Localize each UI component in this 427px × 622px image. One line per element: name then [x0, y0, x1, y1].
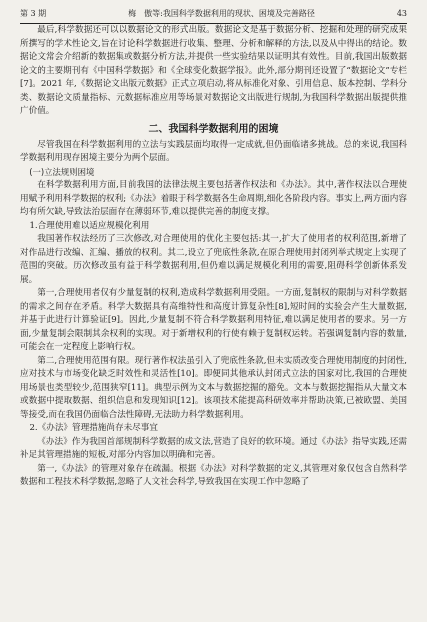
- item2-paragraph: 《办法》作为我国首部规制科学数据的成文法,营造了良好的软环境。通过《办法》指导实践,还需补足其管理措施的短板,对部分内容加以明确和完善。: [20, 436, 407, 460]
- item1-paragraph: 第二,合理使用范围有限。现行著作权法虽引入了兜底性条款,但未实质改变合理使用制度的封闭性,应对技术与市场变化缺乏时效性和灵活性[10]。即便同其他承认封闭式立法的国家对比,我国的合理使用场景也类型较少,范围狭窄[11]。典型示例为文本与数据挖掘的豁免。文本与数据挖掘指从大量文本或数据中提取数据、组织信息和发现知识[12]。该项技术能提高科研效率并帮助决策,已被欧盟、美国等接受,而在我国仍面临合法性障碍,无法助力科学数据利用。: [20, 355, 407, 420]
- paragraph-data-paper: 最后,科学数据还可以以数据论文的形式出版。数据论文是基于数据分析、挖掘和处理的研究成果所撰写的学术性论文,旨在讨论科学数据进行收集、整理、分析和解释的方法,以及从中得出的结论。数据论文常会介绍新的数据集或数据分析方法,并提供一些实验结果以证明其有效性。目前,我国出版数据论文的主要期刊有《中国科学数据》和《全球变化数据学报》。此外,部分期刊还设置了“数据论文”专栏[7]。2021 年,《数据论文出版元数据》正式立项启动,将从标准化对象、引用信息、版本控制、学科分类、数据论文质量指标、元数据标准应用等场景对数据论文出版进行规制,为我国科学数据出版提供推广价值。: [20, 25, 407, 116]
- section-title: 二、我国科学数据利用的困境: [148, 123, 279, 135]
- item1-paragraph: 第一,合理使用者仅有少量复制的权利,造成科学数据利用受阻。一方面,复制权的限制与对科学数据的需求之间存在矛盾。科学大数据具有高维特性和高度计算复杂性[8],短时间的实验会产生大量数据,并基于此进行计算验证[9]。因此,少量复制不符合科学数据利用特征,难以满足使用者的要求。另一方面,少量复制会限制其余权利的实现。对于新增权利的行使有赖于复制权运转。若强调复制内容的数量,可能会在一定程度上影响行权。: [20, 288, 407, 352]
- item2-heading: 2.《办法》管理措施尚存未尽事宜: [29, 423, 158, 433]
- running-title: 梅 傲等:我国科学数据利用的现状、困境及完善路径: [128, 9, 315, 18]
- item1-paragraph: 我国著作权法经历了三次修改,对合理使用的优化主要包括:其一,扩大了使用者的权利范围,新增了对作品进行改编、汇编、播放的权利。其二,设立了兜底性条款,在原合理使用封闭列举式规定上实现了范围的突破。历次修改虽有益于科学数据利用,但仍难以满足规模化利用的需要,阻碍科学创新体系发展。: [20, 234, 407, 285]
- item1-heading: 1.合理使用难以适应规模化利用: [29, 220, 150, 231]
- page-number: 43: [396, 9, 407, 18]
- running-header: [20, 8, 407, 24]
- subsection-lead-paragraph: 在科学数据利用方面,目前我国的法律法规主要包括著作权法和《办法》。其中,著作权法以合理使用赋予利用科学数据的权利;《办法》着眼于科学数据各生命周期,细化各阶段内容。事实上,两方面内容均有所欠缺,导致法治层面存在薄弱环节,难以提供完善的制度支撑。: [20, 180, 407, 217]
- issue-number: 第 3 期: [20, 9, 47, 18]
- section-lead-paragraph: 尽管我国在科学数据利用的立法与实践层面均取得一定成就,但仍面临诸多挑战。总的来说,我国科学数据利用现存困境主要分为两个层面。: [20, 139, 407, 163]
- item2-paragraph: 第一,《办法》的管理对象存在疏漏。根据《办法》对科学数据的定义,其管理对象仅包含自然科学数据和工程技术科学数据,忽略了人文社会科学,导致我国在实现工作中忽略了: [20, 463, 407, 487]
- article-body: [20, 24, 407, 490]
- subsection-title: (一)立法规则困境: [29, 166, 95, 177]
